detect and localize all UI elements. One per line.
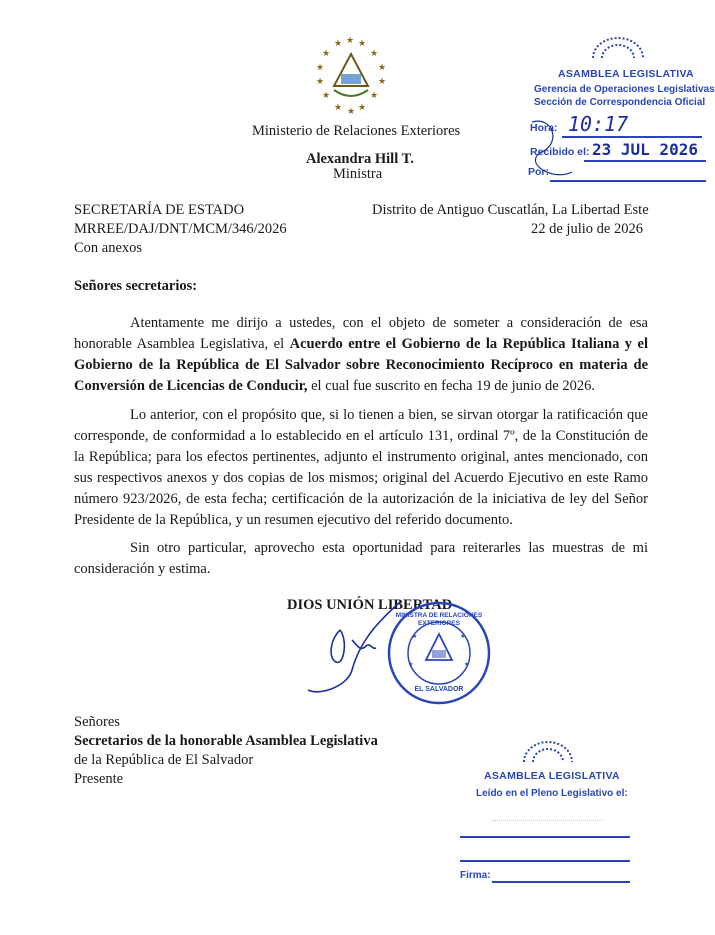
agreement-title: Acuerdo entre el Gobierno de la República Italiana y el Gobierno de la República de El Salvador sobre Reconocimiento Recíproco en materia de Conversión de Licencias de Conducir, <box>74 336 649 394</box>
reception-stamp-line2: Sección de Correspondencia Oficial <box>534 97 706 108</box>
svg-text:★: ★ <box>358 103 367 113</box>
minister-title: Ministra <box>333 166 383 182</box>
svg-text:★: ★ <box>334 103 343 113</box>
reception-stamp-line1: Gerencia de Operaciones Legislativas <box>534 84 715 95</box>
assembly-dome-icon <box>588 36 648 60</box>
recibido-underline <box>584 160 706 162</box>
read-in-plenary-label: Leído en el Pleno Legislativo el: <box>476 788 628 799</box>
recipient-line-1: Señores <box>74 714 120 730</box>
svg-text:★: ★ <box>464 662 470 668</box>
hora-underline <box>562 136 702 138</box>
svg-text:★: ★ <box>316 77 325 87</box>
minister-name: Alexandra Hill T. <box>306 151 414 167</box>
reference-annexes: Con anexos <box>74 240 143 256</box>
salutation: Señores secretarios: <box>74 278 198 294</box>
por-label: Por: <box>528 166 549 178</box>
svg-text:★: ★ <box>347 107 356 116</box>
svg-text:★: ★ <box>316 63 325 73</box>
svg-text:★: ★ <box>346 36 355 46</box>
official-seal <box>386 600 492 706</box>
paragraph-2: Lo anterior, con el propósito que, si lo tienen a bien, se sirvan otorgar la ratificación que corresponde, de conformidad a lo establecido en el artículo 131, ordinal 7º, de la Constitución de la República; para los efectos pertinentes, adjunto el instrumento original, antes mencionado, con sus respectivos anexos y dos copias de los mismos; original del Acuerdo Ejecutivo en este Ramo número 923/2026, de esta fecha; certificación de la autorización de la iniciativa de ley del Señor Presidente de la República, y un resumen ejecutivo del referido documento. <box>74 407 648 528</box>
reference-line-1: SECRETARÍA DE ESTADO <box>74 202 245 218</box>
reception-stamp-org: ASAMBLEA LEGISLATIVA <box>558 68 694 80</box>
recipient-line-2: Secretarios de la honorable Asamblea Legislativa <box>74 733 378 749</box>
recibido-label: Recibido el: <box>530 146 590 158</box>
svg-text:★: ★ <box>370 91 379 101</box>
plenary-faint-mark <box>492 810 602 821</box>
seal-bottom-text: EL SALVADOR <box>414 686 464 693</box>
paragraph-1-end: el cual fue suscrito en fecha 19 de junio de 2026. <box>307 378 595 394</box>
plenary-line-2 <box>460 860 630 862</box>
svg-text:★: ★ <box>378 77 387 87</box>
ministry-name: Ministerio de Relaciones Exteriores <box>252 123 461 139</box>
svg-text:★: ★ <box>322 91 331 101</box>
firma-underline <box>492 881 630 883</box>
plenary-stamp <box>456 740 656 930</box>
reception-stamp <box>522 36 715 186</box>
svg-text:★: ★ <box>378 63 387 73</box>
recipient-line-4: Presente <box>74 771 124 787</box>
plenary-stamp-org: ASAMBLEA LEGISLATIVA <box>484 770 620 782</box>
seal-top-text: MINISTRA DE RELACIONES EXTERIORES <box>395 612 483 627</box>
paragraph-3: Sin otro particular, aprovecho esta oportunidad para reiterarles las muestras de mi consideración y estima. <box>74 540 648 577</box>
svg-text:★: ★ <box>460 634 466 640</box>
svg-text:★: ★ <box>370 49 379 59</box>
paragraph-1-start: Atentamente me dirijo a ustedes, con el objeto de someter a consideración de esa honorable Asamblea Legislativa, el <box>74 315 648 352</box>
date: 22 de julio de 2026 <box>531 221 643 237</box>
assembly-dome-icon-2 <box>520 740 576 764</box>
svg-text:★: ★ <box>334 39 343 49</box>
coat-of-arms-icon <box>312 36 390 116</box>
coat-of-arms-emblem <box>312 36 390 116</box>
receiver-signature-scribble <box>522 112 582 186</box>
svg-text:★: ★ <box>358 39 367 49</box>
place: Distrito de Antiguo Cuscatlán, La Libertad Este <box>372 202 649 218</box>
recipient-line-3: de la República de El Salvador <box>74 752 254 768</box>
paragraph-1 <box>74 313 648 397</box>
reference-number: MRREE/DAJ/DNT/MCM/346/2026 <box>74 221 287 237</box>
firma-label: Firma: <box>460 870 491 881</box>
recibido-value: 23 JUL 2026 <box>592 140 698 159</box>
motto: DIOS UNIÓN LIBERTAD <box>287 597 453 613</box>
svg-text:★: ★ <box>412 634 418 640</box>
svg-text:★: ★ <box>322 49 331 59</box>
hora-label: Hora: <box>530 122 558 134</box>
plenary-line-1 <box>460 836 630 838</box>
svg-text:★: ★ <box>408 662 414 668</box>
hora-value: 10:17 <box>568 112 629 136</box>
